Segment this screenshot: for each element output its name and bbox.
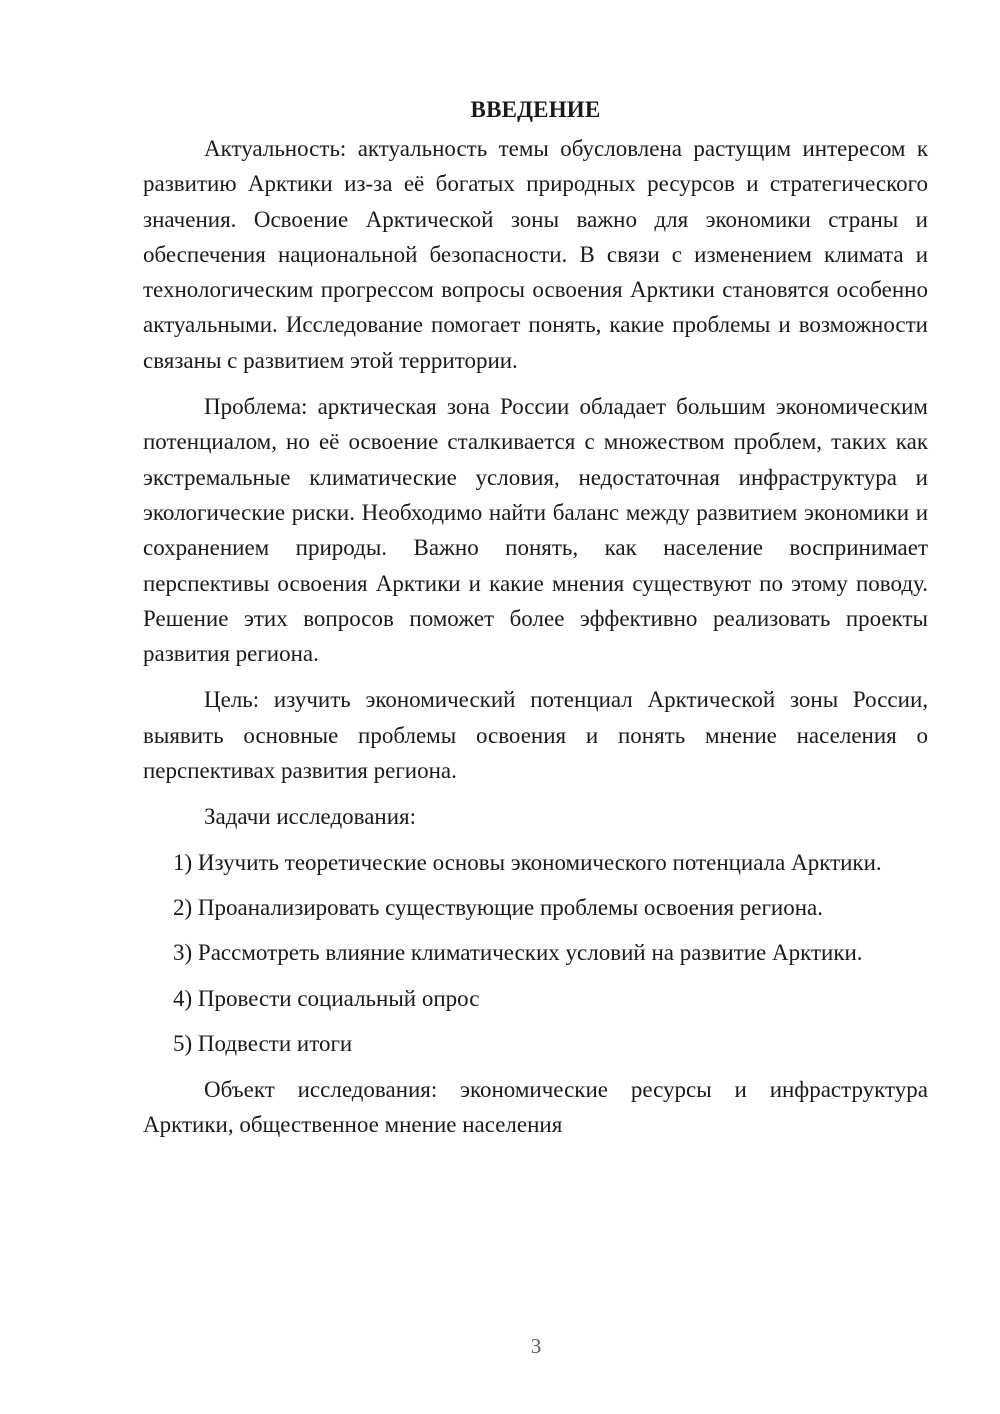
page-content bbox=[143, 92, 928, 1143]
paragraph-object: Объект исследования: экономические ресурсы и инфраструктура Арктики, общественное мнение населения bbox=[143, 1077, 928, 1138]
paragraph-goal: Цель: изучить экономический потенциал Арктической зоны России, выявить основные проблемы освоения и понять мнение населения о перспективах развития региона. bbox=[143, 687, 928, 784]
list-item-task-4: 4) Провести социальный опрос bbox=[173, 985, 480, 1011]
paragraph-problem: Проблема: арктическая зона России обладает большим экономическим потенциалом, но её освоение сталкивается с множеством проблем, таких как экстремальные климатические условия, недостаточная инфраструктура и экологические риски. Необходимо найти баланс между развитием экономики и сохранением природы. Важно понять, как население воспринимает перспективы освоения Арктики и какие мнения существуют по этому поводу. Решение этих вопросов поможет более эффективно реализовать проекты развития региона. bbox=[143, 394, 928, 667]
paragraph-tasks-heading: Задачи исследования: bbox=[204, 804, 417, 830]
list-item-task-2: 2) Проанализировать существующие проблемы освоения региона. bbox=[173, 894, 823, 920]
list-item-task-1: 1) Изучить теоретические основы экономического потенциала Арктики. bbox=[173, 849, 882, 875]
list-item-task-3: 3) Рассмотреть влияние климатических условий на развитие Арктики. bbox=[173, 940, 863, 966]
tasks-list bbox=[143, 845, 928, 1061]
paragraph-relevance: Актуальность: актуальность темы обусловлена растущим интересом к развитию Арктики из-за её богатых природных ресурсов и стратегического значения. Освоение Арктической зоны важно для экономики страны и обеспечения национальной безопасности. В связи с изменением климата и технологическим прогрессом вопросы освоения Арктики становятся особенно актуальными. Исследование помогает понять, какие проблемы и возможности связаны с развитием этой территории. bbox=[143, 136, 928, 373]
section-heading: ВВЕДЕНИЕ bbox=[470, 97, 601, 122]
page-number: 3 bbox=[530, 1334, 542, 1358]
list-item-task-5: 5) Подвести итоги bbox=[173, 1030, 353, 1056]
